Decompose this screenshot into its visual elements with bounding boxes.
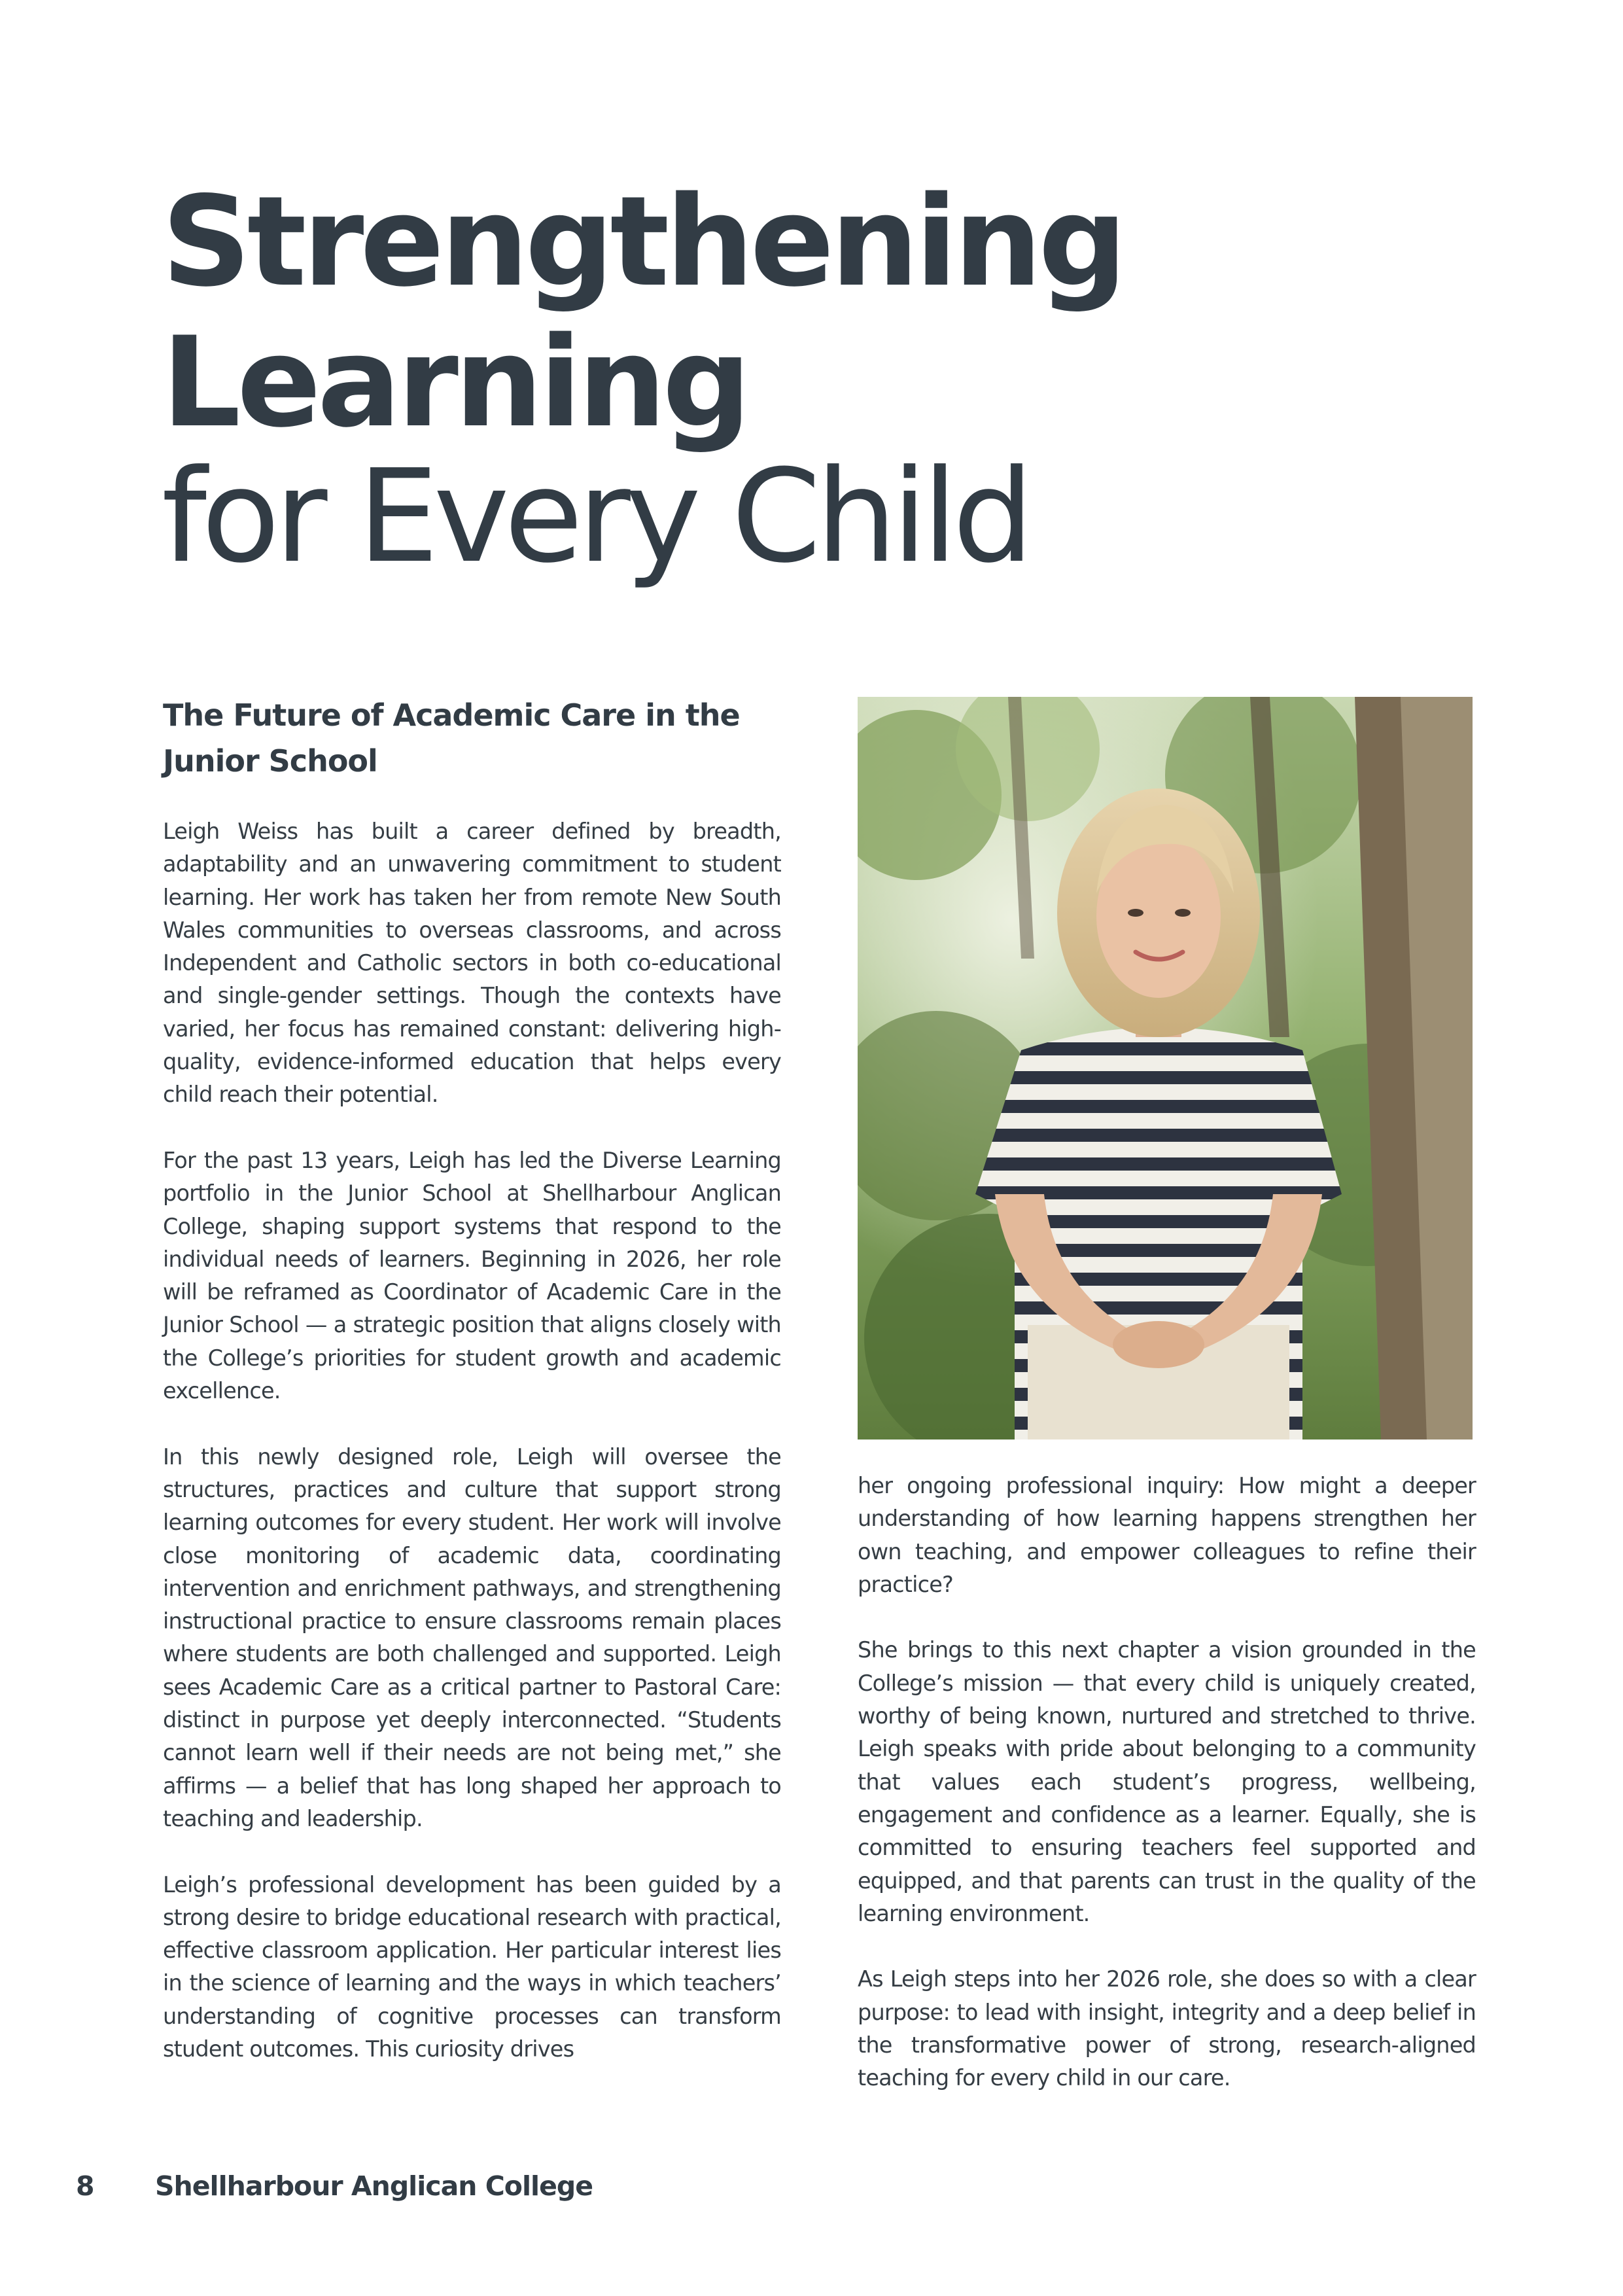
- publication-name: Shellharbour Anglican College: [155, 2170, 593, 2202]
- article-right-column: [858, 1470, 1476, 2095]
- portrait-photo: [858, 697, 1473, 1439]
- article-subheading: The Future of Academic Care in the Junior School: [163, 698, 740, 779]
- paragraph: her ongoing professional inquiry: How might a deeper understanding of how learning happens strengthen her own teaching, and empower colleagues to refine their practice?: [858, 1473, 1476, 1597]
- article-left-column: [163, 815, 781, 2066]
- page-title-line-1: Strengthening: [162, 169, 1124, 314]
- paragraph: Leigh’s professional development has been guided by a strong desire to bridge educational research with practical, effective classroom application. Her particular interest lies in the science of learning and the ways in which teachers’ understanding of cognitive processes can transform student outcomes. This curiosity drives: [163, 1871, 781, 2062]
- portrait-photo-icon: [858, 697, 1473, 1439]
- page-title-line-3: for Every Child: [162, 442, 1029, 592]
- paragraph: As Leigh steps into her 2026 role, she does so with a clear purpose: to lead with insight, integrity and a deep belief in the transformative power of strong, research-aligned teaching for every child in our care.: [858, 1966, 1476, 2091]
- paragraph: Leigh Weiss has built a career defined by breadth, adaptability and an unwavering commitment to student learning. Her work has taken her from remote New South Wales communities to overseas classrooms, and across Independent and Catholic sectors in both co-educational and single-gender settings. Though the contexts have varied, her focus has remained constant: delivering high-quality, evidence-informed education that helps every child reach their potential.: [163, 819, 781, 1108]
- paragraph: She brings to this next chapter a vision grounded in the College’s mission — that every child is uniquely created, worthy of being known, nurtured and stretched to thrive. Leigh speaks with pride about belonging to a community that values each student’s progress, wellbeing, engagement and confidence as a learner. Equally, she is committed to ensuring teachers feel supported and equipped, and that parents can trust in the quality of the learning environment.: [858, 1637, 1476, 1926]
- paragraph: For the past 13 years, Leigh has led the Diverse Learning portfolio in the Junior School at Shellharbour Anglican College, shaping support systems that respond to the individual needs of learners. Beginning in 2026, her role will be reframed as Coordinator of Academic Care in the Junior School — a strategic position that aligns closely with the College’s priorities for student growth and academic excellence.: [163, 1147, 781, 1404]
- page-number: 8: [76, 2170, 95, 2202]
- paragraph: In this newly designed role, Leigh will oversee the structures, practices and culture that support strong learning outcomes for every student. Her work will involve close monitoring of academic data, coordinating intervention and enrichment pathways, and strengthening instructional practice to ensure classrooms remain places where students are both challenged and supported. Leigh sees Academic Care as a critical partner to Pastoral Care: distinct in purpose yet deeply interconnected. “Students cannot learn well if their needs are not being met,” she affirms — a belief that has long shaped her approach to teaching and leadership.: [163, 1443, 781, 1831]
- page-title-line-2: Learning: [162, 310, 748, 455]
